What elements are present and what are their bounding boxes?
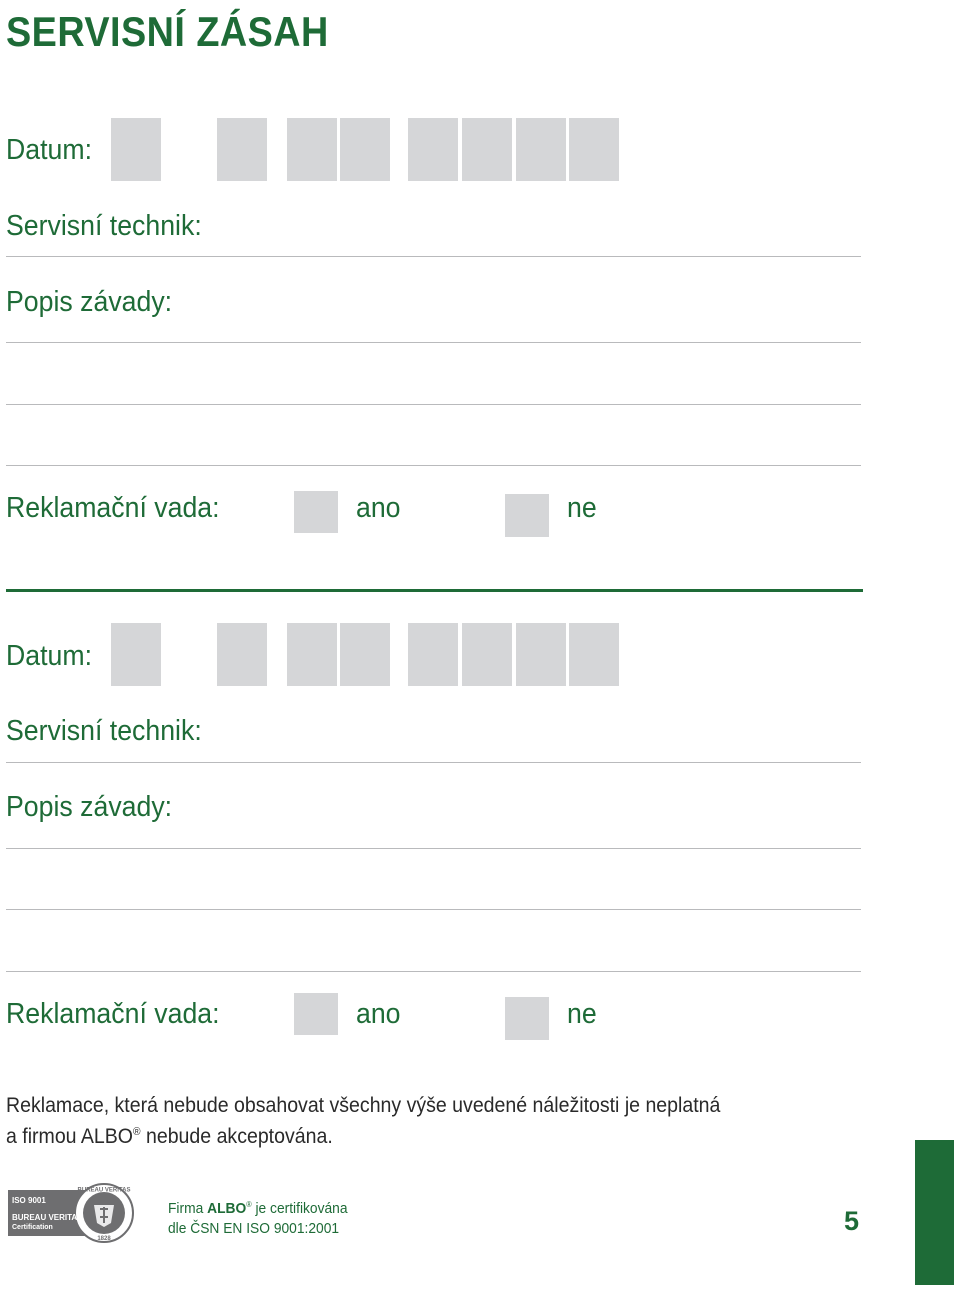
no-checkbox[interactable] <box>505 494 549 537</box>
technician-line[interactable] <box>6 762 861 763</box>
date-digit-box[interactable] <box>287 118 337 181</box>
technician-line[interactable] <box>6 256 861 257</box>
date-digit-box[interactable] <box>569 118 619 181</box>
cert-line-2: dle ČSN EN ISO 9001:2001 <box>168 1220 340 1237</box>
date-digit-box[interactable] <box>217 118 267 181</box>
date-digit-box[interactable] <box>516 623 566 686</box>
description-label: Popis závady: <box>6 791 173 823</box>
svg-text:1828: 1828 <box>97 1236 111 1242</box>
page-number: 5 <box>844 1206 860 1236</box>
yes-checkbox[interactable] <box>294 993 338 1035</box>
description-line[interactable] <box>6 465 861 466</box>
note-line-2: a firmou ALBO® nebude akceptována. <box>6 1125 333 1148</box>
page-edge-tab <box>915 1140 954 1285</box>
date-digit-box[interactable] <box>408 623 458 686</box>
description-line[interactable] <box>6 342 861 343</box>
date-label: Datum: <box>6 640 93 672</box>
technician-label: Servisní technik: <box>6 715 202 747</box>
certification-text <box>168 1195 348 1239</box>
technician-label: Servisní technik: <box>6 210 202 242</box>
description-line[interactable] <box>6 909 861 910</box>
date-label: Datum: <box>6 134 93 166</box>
no-checkbox[interactable] <box>505 997 549 1040</box>
date-digit-box[interactable] <box>569 623 619 686</box>
date-digit-box[interactable] <box>408 118 458 181</box>
svg-text:ISO 9001: ISO 9001 <box>12 1196 46 1205</box>
date-digit-box[interactable] <box>516 118 566 181</box>
no-label: ne <box>567 492 597 524</box>
svg-text:Certification: Certification <box>12 1224 53 1231</box>
claim-note <box>6 1092 720 1150</box>
date-digit-box[interactable] <box>217 623 267 686</box>
yes-checkbox[interactable] <box>294 491 338 533</box>
no-label: ne <box>567 998 597 1030</box>
description-line[interactable] <box>6 971 861 972</box>
description-label: Popis závady: <box>6 286 173 318</box>
date-digit-box[interactable] <box>287 623 337 686</box>
yes-label: ano <box>356 492 401 524</box>
description-line[interactable] <box>6 848 861 849</box>
description-line[interactable] <box>6 404 861 405</box>
section-divider <box>6 589 863 592</box>
claim-label: Reklamační vada: <box>6 492 220 524</box>
svg-text:BUREAU VERITAS: BUREAU VERITAS <box>12 1213 83 1222</box>
date-digit-box[interactable] <box>462 623 512 686</box>
date-digit-box[interactable] <box>462 118 512 181</box>
date-digit-box[interactable] <box>340 118 390 181</box>
bureau-veritas-logo <box>8 1183 140 1243</box>
date-digit-box[interactable] <box>111 118 161 181</box>
date-digit-box[interactable] <box>340 623 390 686</box>
yes-label: ano <box>356 998 401 1030</box>
svg-text:BUREAU VERITAS: BUREAU VERITAS <box>77 1187 131 1194</box>
claim-label: Reklamační vada: <box>6 998 220 1030</box>
date-digit-box[interactable] <box>111 623 161 686</box>
cert-line-1: Firma ALBO® je certifikována <box>168 1200 348 1217</box>
note-line-1: Reklamace, která nebude obsahovat všechny výše uvedené náležitosti je neplatná <box>6 1094 721 1117</box>
page-title: SERVISNÍ ZÁSAH <box>6 8 329 55</box>
